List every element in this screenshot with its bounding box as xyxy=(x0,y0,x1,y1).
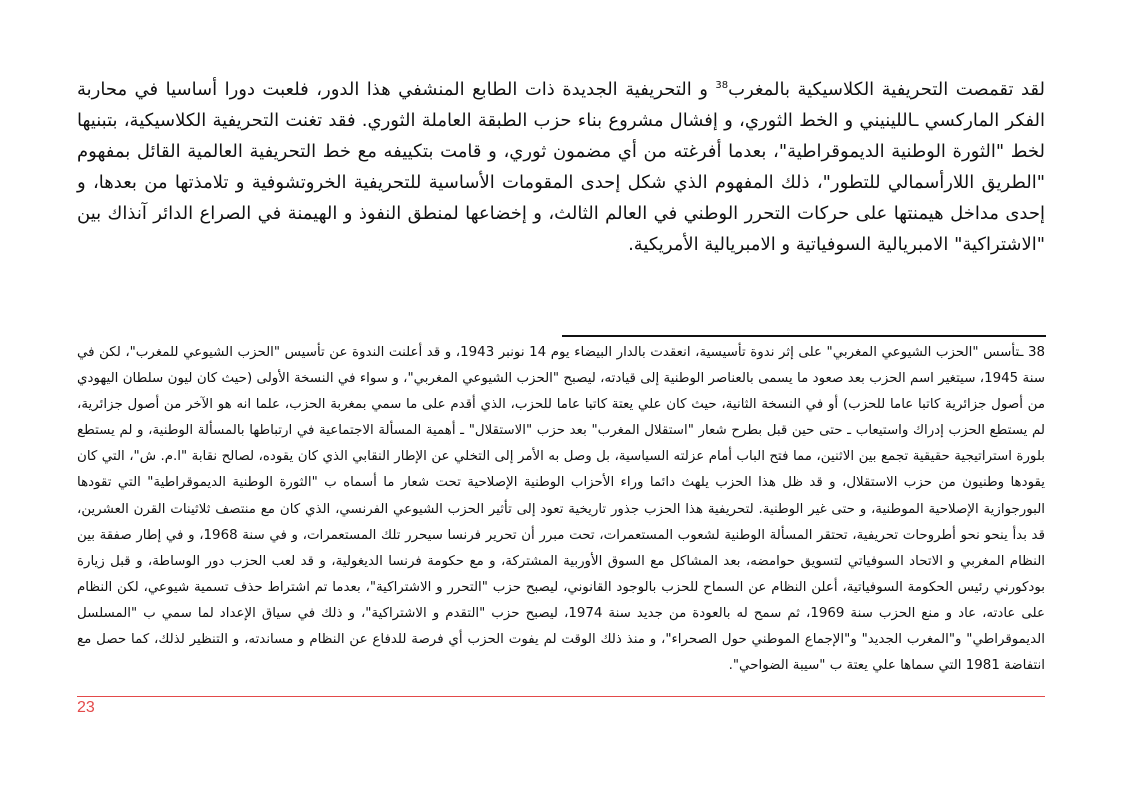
body-paragraph xyxy=(77,74,1045,260)
footnote-separator xyxy=(562,335,1046,337)
body-text-start: لقد تقمصت التحريفية الكلاسيكية بالمغرب xyxy=(728,79,1045,100)
footnote xyxy=(77,340,1045,679)
page-number: 23 xyxy=(77,699,95,716)
footnote-reference: 38 xyxy=(715,80,729,91)
footnote-text: ـتأسس "الحزب الشيوعي المغربي" على إثر ندوة تأسيسية، انعقدت بالدار البيضاء يوم 14 نونبر 1943، و قد أعلنت الندوة عن تأسيس "الحزب الشيوعي للمغرب"، لكن في سنة 1945، سيتغير اسم الحزب بعد صعود ما يسمى بالعناصر الوطنية إلى قيادته، ليصبح "الحزب الشيوعي المغربي"، و سواء في النسخة الأولى (حيث كان ليون سلطان اليهودي من أصول جزائرية كاتبا عاما للحزب) أو في النسخة الثانية، حيث كان علي يعتة كاتبا عاما للحزب، الذي أقدم على ما سمي بمغربة الحزب، علما انه هو الآخر من أصول جزائرية، لم يستطع الحزب إدراك واستيعاب ـ حتى حين قبل بطرح شعار "استقلال المغرب" بعد حزب "الاستقلال" ـ أهمية المسألة الاجتماعية في ارتباطها بالمسألة الوطنية، و لم يستطع بلورة استراتيجية حقيقية تجمع بين الاثنين، مما فتح الباب أمام عزلته السياسية، بل وصل به الأمر إلى التخلي عن الإطار النقابي الذي كان يقوده، لصالح نقابة "ا.م. ش"، التي كان يقودها وطنيون من حزب الاستقلال، و قد ظل هذا الحزب يلهث دائما وراء الأحزاب الوطنية الإصلاحية تحت شعار ما أسماه ب "الثورة الوطنية الديموقراطية" التي تقودها البورجوازية الإصلاحية الموطنية، و حتى غير الوطنية. لتحريفية هذا الحزب جذور تاريخية تعود إلى تأثير الحزب الشيوعي الفرنسي، الذي كان مع منتصف ثلاثينات القرن العشرين، قد بدأ ينحو نحو أطروحات تحريفية، تحتقر المسألة الوطنية لشعوب المستعمرات، تحت مبرر أن تحرير فرنسا سيحرر تلك المستعمرات، و في سنة 1968، و في إطار صفقة بين النظام المغربي و الاتحاد السوفياتي لتسويق حوامضه، بعد المشاكل مع السوق الأوربية المشتركة، و مع حكومة فرنسا الديغولية، و قد لعب الحزب دور الوساطة، و قبل زيارة بودكورني رئيس الحكومة السوفياتية، أعلن النظام عن السماح للحزب بالوجود القانوني، ليصبح حزب "التحرر و الاشتراكية"، بعدما تم اشتراط حذف تسمية شيوعي، لكن النظام على عادته، عاد و منع الحزب سنة 1969، ثم سمح له بالعودة من جديد سنة 1974، ليصبح حزب "التقدم و الاشتراكية"، و ذلك في سياق الإعداد لما سمي ب "المسلسل الديموقراطي" و"المغرب الجديد" و"الإجماع الموطني حول الصحراء"، و منذ ذلك الوقت لم يفوت الحزب أي فرصة للدفاع عن النظام و مساندته، و التنظير لذلك، كما حصل مع انتفاضة 1981 التي سماها علي يعتة ب "سيبة الضواحي". xyxy=(77,345,1045,674)
body-text-rest: و التحريفية الجديدة ذات الطابع المنشفي هذا الدور، فلعبت دورا أساسيا في محاربة الفكر الماركسي ـاللينيني و الخط الثوري، و إفشال مشروع بناء حزب الطبقة العاملة الثوري. فقد تغنت التحريفية الكلاسيكية، بتبنيها لخط "الثورة الوطنية الديموقراطية"، بعدما أفرغته من أي مضمون ثوري، و قامت بتكييفه مع خط التحريفية العالمية القائل بمفهوم "الطريق اللارأسمالي للتطور"، ذلك المفهوم الذي شكل إحدى المقومات الأساسية للتحريفية الخروتشوفية و تلامذتها من بعدها، و إحدى مداخل هيمنتها على حركات التحرر الوطني في العالم الثالث، و إخضاعها لمنطق النفوذ و الهيمنة في الصراع الدائر آنذاك بين "الاشتراكية" الامبريالية السوفياتية و الامبريالية الأمريكية. xyxy=(77,79,1045,255)
footer-divider xyxy=(77,696,1045,697)
footnote-number: 38 xyxy=(1027,345,1046,360)
